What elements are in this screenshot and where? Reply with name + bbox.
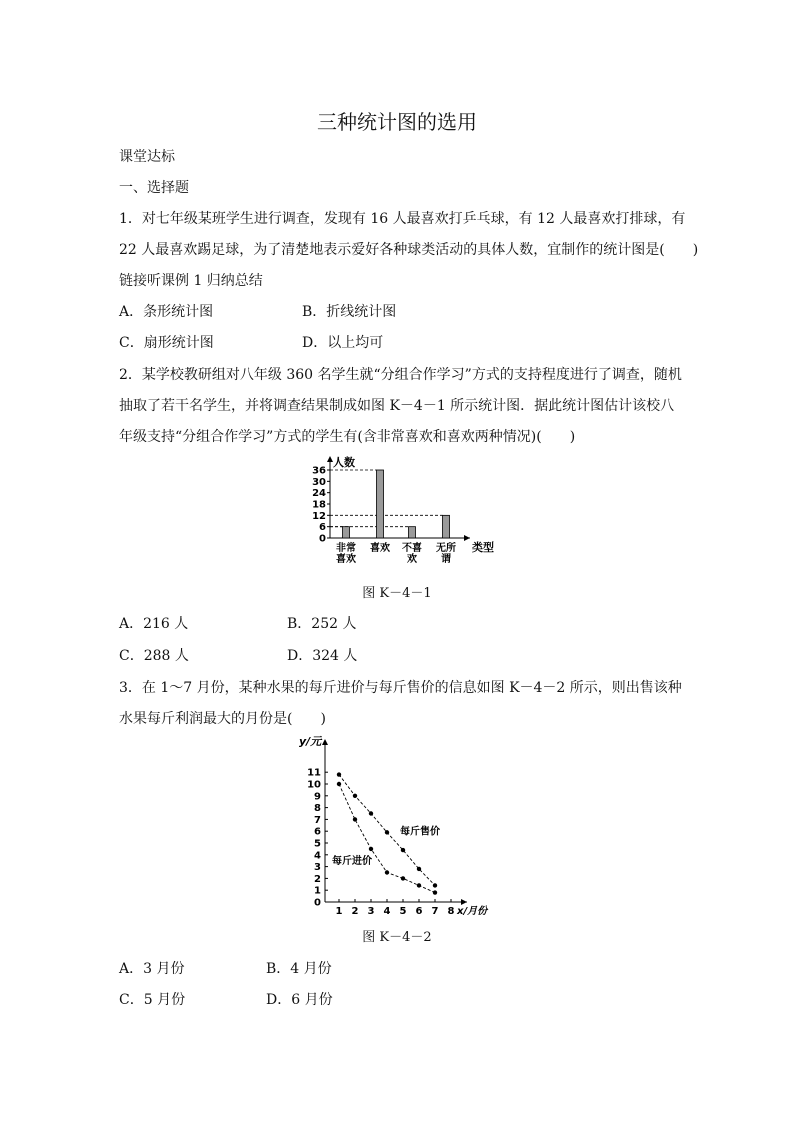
y-tick-label: 24	[312, 488, 326, 500]
category-label: 不喜	[402, 543, 422, 554]
q2-stem-line3: 年级支持“分组合作学习”方式的学生有(含非常喜欢和喜欢两种情况)( )	[119, 429, 576, 445]
category-label: 喜欢	[370, 543, 390, 554]
q3-stem-line2: 水果每斤利润最大的月份是( )	[119, 711, 326, 727]
q1-note: 链接听课例 1 归纳总结	[119, 273, 263, 289]
bar	[343, 527, 350, 538]
q1-option-c: C．扇形统计图	[119, 335, 214, 351]
category-label: 非常	[336, 543, 356, 554]
y-tick-label: 0	[314, 897, 321, 909]
q1-option-a: A．条形统计图	[119, 304, 214, 320]
data-point	[369, 847, 373, 851]
data-point	[369, 811, 373, 815]
q3-option-d: D．6 月份	[266, 992, 333, 1008]
q3-stem-line1: 3．在 1～7 月份，某种水果的每斤进价与每斤售价的信息如图 K－4－2 所示，则出售该种	[119, 680, 682, 696]
chart2-caption: 图 K－4－2	[362, 930, 432, 945]
chart1-caption: 图 K－4－1	[362, 586, 432, 601]
y-tick-label: 2	[314, 873, 321, 885]
q1-stem-line1: 1．对七年级某班学生进行调查，发现有 16 人最喜欢打乒乓球，有 12 人最喜欢打排球，有	[119, 211, 686, 227]
bar-chart	[300, 452, 500, 574]
data-point	[337, 772, 341, 776]
data-point	[433, 883, 437, 887]
category-label: 欢	[407, 554, 417, 565]
line-chart	[295, 730, 505, 920]
y-tick-label: 1	[314, 885, 321, 897]
q3-option-a: A．3 月份	[119, 961, 185, 977]
y-tick-label: 30	[312, 476, 326, 488]
y-axis-label: 人数	[333, 456, 355, 469]
bar	[409, 527, 416, 538]
data-point	[337, 782, 341, 786]
part-heading: 一、选择题	[119, 180, 189, 196]
q1-stem-line2: 22 人最喜欢踢足球，为了清楚地表示爱好各种球类活动的具体人数，宜制作的统计图是( )	[119, 242, 699, 258]
x-tick-label: 3	[367, 906, 375, 917]
x-tick-label: 5	[399, 906, 407, 917]
category-label: 无所	[436, 543, 456, 554]
y-tick-label: 18	[312, 499, 326, 511]
x-tick-label: 8	[447, 906, 455, 917]
q1-option-b: B．折线统计图	[302, 304, 397, 320]
data-point	[353, 794, 357, 798]
data-point	[385, 870, 389, 874]
y-tick-label: 10	[307, 779, 321, 791]
y-tick-label: 11	[307, 767, 321, 779]
q2-option-a: A．216 人	[119, 616, 189, 632]
y-axis-label: y/元	[299, 735, 322, 748]
data-point	[385, 830, 389, 834]
bar	[443, 515, 450, 538]
bar	[377, 470, 384, 538]
q2-option-c: C．288 人	[119, 648, 189, 664]
y-tick-label: 8	[314, 803, 321, 815]
x-tick-label: 7	[431, 906, 439, 917]
data-point	[417, 883, 421, 887]
y-tick-label: 6	[314, 826, 321, 838]
q3-option-c: C．5 月份	[119, 992, 186, 1008]
series-label-cost-price: 每斤进价	[332, 856, 372, 868]
x-tick-label: 4	[383, 906, 391, 917]
q2-stem-line1: 2．某学校教研组对八年级 360 名学生就“分组合作学习”方式的支持程度进行了调查，随机	[119, 367, 682, 383]
x-tick-label: 2	[351, 906, 359, 917]
y-tick-label: 7	[314, 814, 321, 826]
q3-option-b: B．4 月份	[266, 961, 332, 977]
page-title: 三种统计图的选用	[317, 110, 477, 134]
y-tick-label: 0	[319, 533, 326, 545]
x-axis-arrow	[464, 535, 470, 541]
y-tick-label: 6	[319, 522, 326, 534]
y-tick-label: 5	[314, 838, 321, 850]
category-label: 谓	[441, 554, 451, 565]
y-tick-label: 9	[314, 791, 321, 803]
y-axis-arrow	[322, 739, 328, 745]
category-label: 喜欢	[336, 554, 356, 565]
series-line-cost-price	[339, 784, 435, 893]
y-tick-label: 36	[312, 465, 326, 477]
data-point	[401, 848, 405, 852]
x-axis-arrow	[461, 899, 467, 905]
x-tick-label: 6	[415, 906, 423, 917]
y-tick-label: 4	[314, 850, 321, 862]
series-label-selling-price: 每斤售价	[400, 826, 440, 838]
x-axis-label: 类型	[472, 541, 494, 554]
x-tick-label: 1	[335, 906, 343, 917]
q2-option-d: D．324 人	[287, 648, 358, 664]
q1-option-d: D．以上均可	[302, 335, 384, 351]
q2-option-b: B．252 人	[287, 616, 357, 632]
data-point	[353, 817, 357, 821]
data-point	[417, 867, 421, 871]
y-tick-label: 3	[314, 862, 321, 874]
data-point	[433, 890, 437, 894]
q2-stem-line2: 抽取了若干名学生，并将调查结果制成如图 K－4－1 所示统计图．据此统计图估计该校八	[119, 398, 675, 414]
section-heading: 课堂达标	[119, 149, 175, 165]
data-point	[401, 876, 405, 880]
x-axis-label: x/月份	[457, 906, 488, 917]
y-tick-label: 12	[312, 510, 326, 522]
